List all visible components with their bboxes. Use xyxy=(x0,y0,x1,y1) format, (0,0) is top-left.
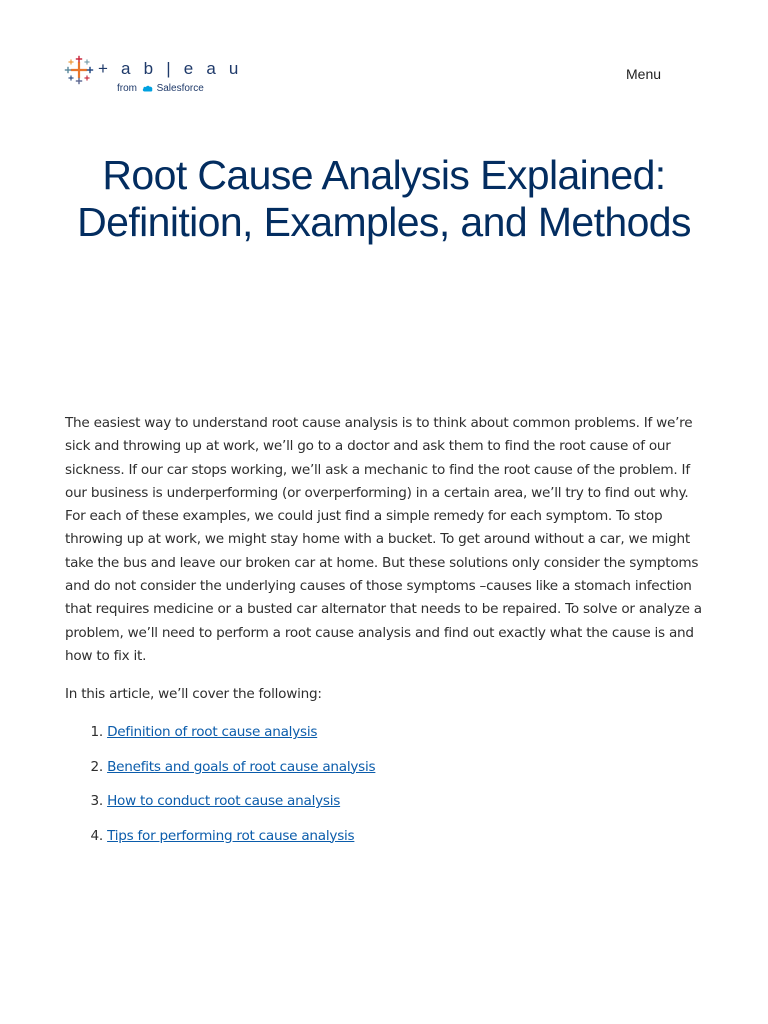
toc-intro: In this article, we’ll cover the following: xyxy=(65,686,322,702)
toc-item-how-to xyxy=(65,790,375,825)
logo-from-label: from xyxy=(117,83,137,94)
toc-item-number: 3. xyxy=(90,793,103,809)
tableau-logo[interactable] xyxy=(64,55,243,97)
toc-item-number: 4. xyxy=(90,827,103,844)
logo-from-salesforce xyxy=(117,83,204,95)
logo-salesforce-label: Salesforce xyxy=(156,83,204,94)
toc-link-benefits[interactable]: Benefits and goals of root cause analysis xyxy=(107,758,376,775)
logo-wordmark: + a b | e a u xyxy=(98,59,243,78)
toc-item-benefits xyxy=(65,756,375,791)
article-body xyxy=(65,412,705,668)
intro-paragraph: The easiest way to understand root cause analysis is to think about common problems. If we’re sick and throwing up at work, we’ll go to a doctor and ask them to find the root cause of our sickness. If our car stops working, we’ll ask a mechanic to find the root cause of the problem. If our business is underperforming (or overperforming) in a certain area, we’ll try to find out why. For each of these examples, we could just find a simple remedy for each symptom. To stop throwing up at work, we might stay home with a bucket. To get around without a car, we might take the bus and leave our broken car at home. But these solutions only consider the symptoms and do not consider the underlying causes of those symptoms –causes like a stomach infection that requires medicine or a busted car alternator that needs to be repaired. To solve or analyze a problem, we’ll need to perform a root cause analysis and find out exactly what the cause is and how to fix it. xyxy=(65,415,702,664)
toc-item-number: 1. xyxy=(90,724,103,740)
tableau-cross-icon xyxy=(64,55,94,85)
page-title: Root Cause Analysis Explained: Definition, Examples, and Methods xyxy=(77,152,691,245)
salesforce-cloud-icon xyxy=(142,84,153,92)
toc-item-number: 2. xyxy=(90,758,103,775)
menu-button[interactable]: Menu xyxy=(626,66,662,82)
table-of-contents xyxy=(65,721,375,859)
toc-link-definition[interactable]: Definition of root cause analysis xyxy=(107,724,318,740)
toc-link-tips[interactable]: Tips for performing rot cause analysis xyxy=(107,827,355,844)
toc-link-how-to[interactable]: How to conduct root cause analysis xyxy=(107,793,341,809)
toc-item-definition xyxy=(65,721,375,756)
site-header xyxy=(0,0,768,110)
toc-item-tips xyxy=(65,825,375,860)
